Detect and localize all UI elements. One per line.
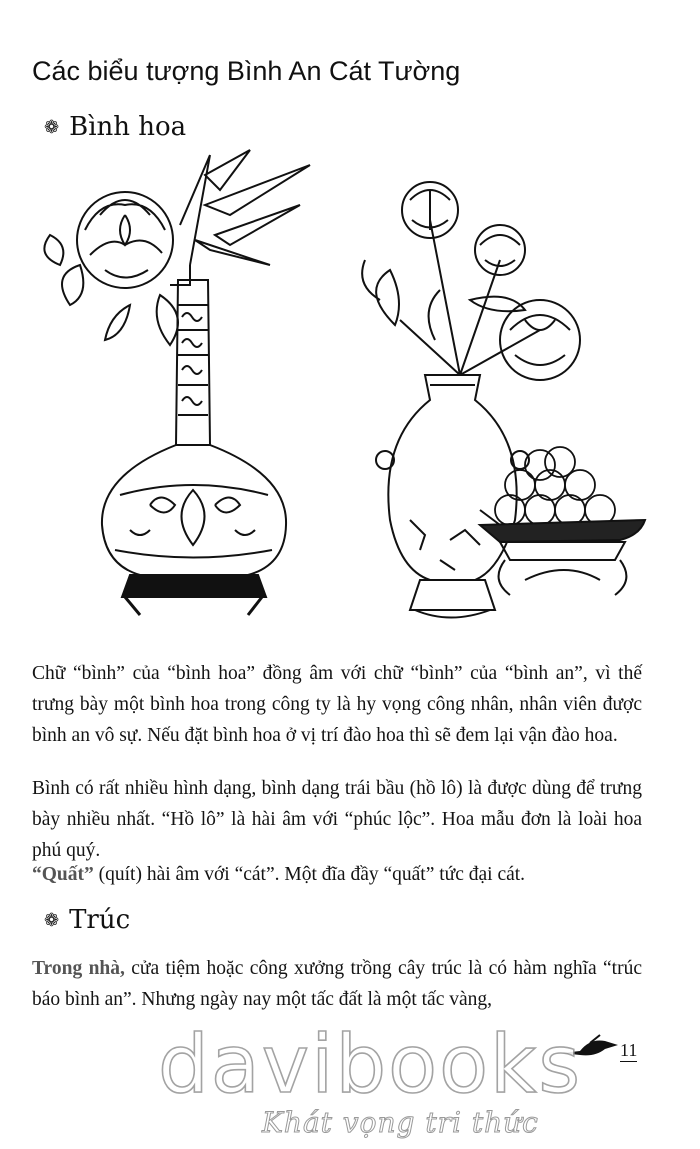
- page-number: 11: [620, 1040, 638, 1060]
- page-title: Các biểu tượng Bình An Cát Tường: [32, 56, 461, 86]
- paragraph-lead: “Quất”: [32, 864, 94, 885]
- watermark-tagline: Khát vọng tri thức: [262, 1106, 539, 1139]
- paragraph-binh-hoa-meaning: [32, 658, 642, 751]
- flower-bullet-icon: ❁: [44, 116, 60, 138]
- paragraph-text: bình dạng trái bầu (hồ lô) là được dùng để trưng bày nhiều nhất. “Hồ lô” là hài âm với “phúc lộc”. Hoa mẫu đơn là loài hoa phú quý.: [32, 778, 642, 861]
- paragraph-text: vì thế trưng bày một bình hoa trong công ty là hy vọng công nhân, nhân viên được bình an vô sự. Nếu đặt bình hoa ở vị trí đào hoa thì sẽ đem lại vận đào hoa.: [32, 663, 642, 746]
- section-heading-truc: [44, 905, 130, 935]
- section-heading-label: Trúc: [69, 905, 131, 935]
- paragraph-lead: Bình có rất nhiều hình dạng,: [32, 778, 257, 799]
- flower-bullet-icon: ❁: [44, 909, 60, 931]
- paragraph-quat: [32, 859, 642, 890]
- paragraph-binh-shapes: [32, 773, 642, 866]
- paragraph-text: cửa tiệm hoặc công xưởng trồng cây trúc là có hàm nghĩa “trúc báo bình an”. Nhưng ngày nay một tấc đất là một tấc vàng,: [32, 958, 643, 1010]
- paragraph-lead: Trong nhà,: [32, 958, 125, 979]
- paragraph-text: (quít) hài âm với “cát”. Một đĩa đầy “quất” tức đại cát.: [93, 864, 526, 885]
- paragraph-truc: [32, 953, 642, 1015]
- vase-with-peonies-and-tangerine-plate-illustration: [350, 140, 660, 630]
- section-heading-label: Bình hoa: [69, 112, 187, 142]
- watermark-brand: davibooks: [158, 1018, 583, 1111]
- gourd-vase-with-peony-and-bamboo-illustration: [30, 145, 330, 625]
- paragraph-lead: Chữ “bình” của “bình hoa” đồng âm với chữ “bình” của “bình an”,: [32, 663, 588, 684]
- section-heading-binh-hoa: [44, 112, 186, 142]
